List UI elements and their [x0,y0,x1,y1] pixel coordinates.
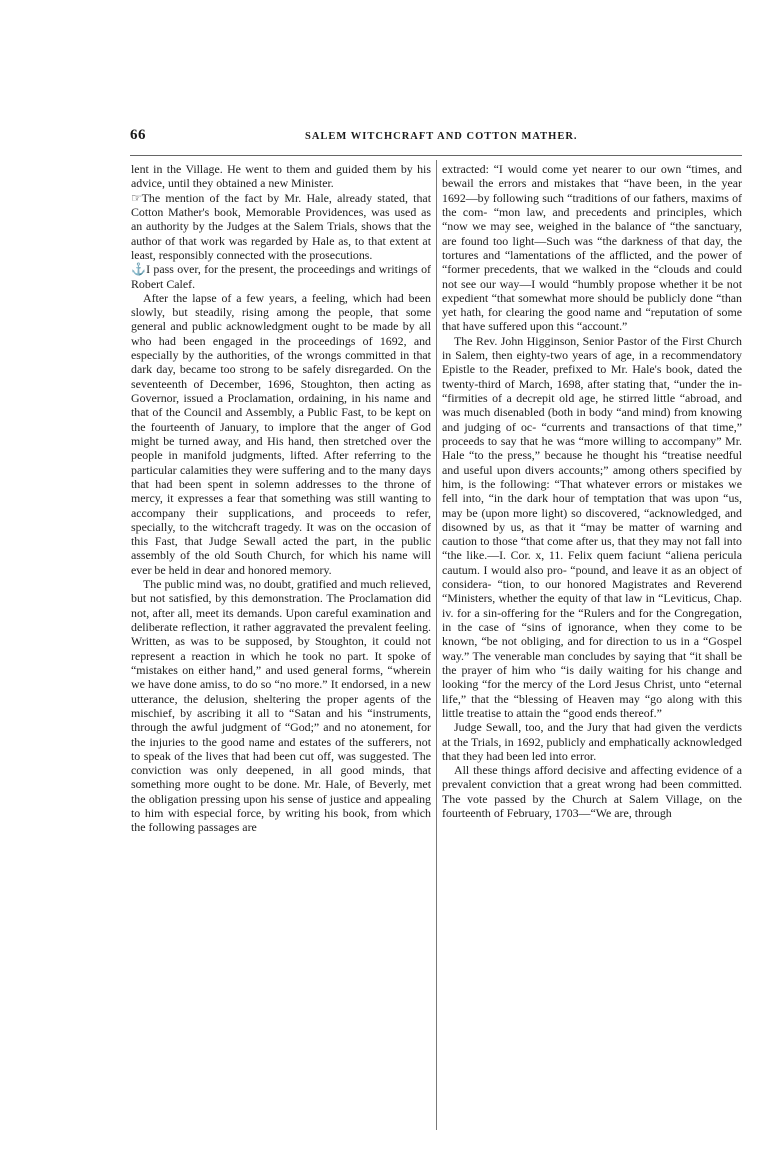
page-number: 66 [130,127,146,143]
column-divider [436,160,437,1130]
paragraph: All these things afford decisive and affecting evidence of a prevalent conviction that a great wrong had been committed. The vote passed by the Church at Salem Village, on the fourteenth of February, 1703—“We are, through [442,763,742,821]
header-rule [130,155,742,156]
paragraph: Judge Sewall, too, and the Jury that had given the verdicts at the Trials, in 1692, publicly and emphatically acknowledged that they had been led into error. [442,720,742,763]
paragraph: extracted: “I would come yet nearer to our own “times, and bewail the errors and mistakes that “have been, in the year 1692—by following such “traditions of our fathers, maxims of the com- “mon law, and precedents and principles, which “now we may see, weighed in the balance of “the sanctuary, are found too light—Such was “the darkness of that day, the tortures and “lamentations of the afflicted, and the power of “former precedents, that we walked in the “clouds and could not see our way—I would “humbly propose whether it be not expedient “that somewhat more should be publicly done “than yet hath, for clearing the good name and “reputation of some that have suffered upon this “account.” [442,162,742,334]
paragraph: The public mind was, no doubt, gratified and much relieved, but not satisfied, by this demonstration. The Proclamation did not, after all, meet its demands. Upon careful examination and deliberate reflection, it rather aggravated the prevalent feeling. Written, as was to be supposed, by Stoughton, it could not represent a reaction in which he took no part. It spoke of “mistakes on either hand,” and used general forms, “wherein we have done amiss, to do so “no more.” It endorsed, in a new utterance, the delusion, sheltering the proper agents of the mischief, by ascribing it all to “Satan and his “instruments, through the awful judgment of “God;” and no atonement, for the injuries to the good name and estates of the sufferers, not to speak of the lives that had been cut off, was suggested. The conviction was only deepened, in all good minds, that something more ought to be done. Mr. Hale, of Beverly, met the obligation pressing upon his sense of justice and appealing to him with especial force, by writing his book, from which the following passages are [131,577,431,835]
paragraph: lent in the Village. He went to them and guided them by his advice, until they obtained a new Minister. [131,162,431,191]
paragraph: ☞The mention of the fact by Mr. Hale, already stated, that Cotton Mather's book, Memorable Providences, was used as an authority by the Judges at the Salem Trials, shows that the author of that work was regarded by Hale as, to that extent at least, responsibly connected with the prosecutions. [131,190,431,262]
running-head: SALEM WITCHCRAFT AND COTTON MATHER. [305,131,578,142]
paragraph: After the lapse of a few years, a feeling, which had been slowly, but steadily, rising among the people, that some general and public acknowledgment ought to be made by all who had been engaged in the proceedings of 1692, and especially by the authorities, of the wrongs committed in that dark day, became too strong to be safely disregarded. On the seventeenth of December, 1696, Stoughton, then acting as Governor, issued a Proclamation, ordaining, in his name and that of the Council and Assembly, a Public Fast, to be kept on the fourteenth of January, to implore that the anger of God might be turned away, and His hand, then stretched over the people in manifold judgments, lifted. After referring to the particular calamities they were suffering and to the many days that had been spent in solemn addresses to the throne of mercy, it expresses a fear that something was still wanting to accompany their supplications, and proceeds to refer, specially, to the witchcraft tragedy. It was on the occasion of this Fast, that Judge Sewall acted the part, in the public assembly of the old South Church, for which his name will ever be held in dear and honored memory. [131,290,431,577]
paragraph: ⚓I pass over, for the present, the proceedings and writings of Robert Calef. [131,262,431,291]
paragraph: The Rev. John Higginson, Senior Pastor of the First Church in Salem, then eighty-two years of age, in a recommendatory Epistle to the Reader, prefixed to Mr. Hale's book, dated the twenty-third of March, 1698, after stating that, “under the in- “firmities of a decrepit old age, he stirred little “abroad, and was much disenabled (both in body “and mind) from knowing and judging of oc- “currents and transactions of that time,” proceeds to say that he was “more willing to accompany” Mr. Hale “to the press,” because he thought his “treatise needful and useful upon divers accounts;” among others specified by him, is the following: “That whatever errors or mistakes we fell into, “in the dark hour of temptation that was upon “us, may be (upon more light) so discovered, “acknowledged, and disowned by us, as that it “may be matter of warning and caution to those “that come after us, that they may not fall into “the like.—I. Cor. x, 11. Felix quem faciunt “aliena pericula cautum. I would also pro- “pound, and leave it as an object of considera- “tion, to our honored Magistrates and Reverend “Ministers, whether the equity of that law in “Leviticus, Chap. iv. for a sin-offering for the “Rulers and for the Congregation, in the case of “sins of ignorance, when they come to be known, “be not obliging, and for direction to us in a “Gospel way.” The venerable man concludes by saying that “it shall be the prayer of him who “is daily waiting for his change and looking “for the mercy of the Lord Jesus Christ, unto “eternal life,” that the “blessing of Heaven may “go along with this little treatise to attain the “good ends thereof.” [442,333,742,720]
left-column [131,162,431,835]
right-column [442,162,742,820]
